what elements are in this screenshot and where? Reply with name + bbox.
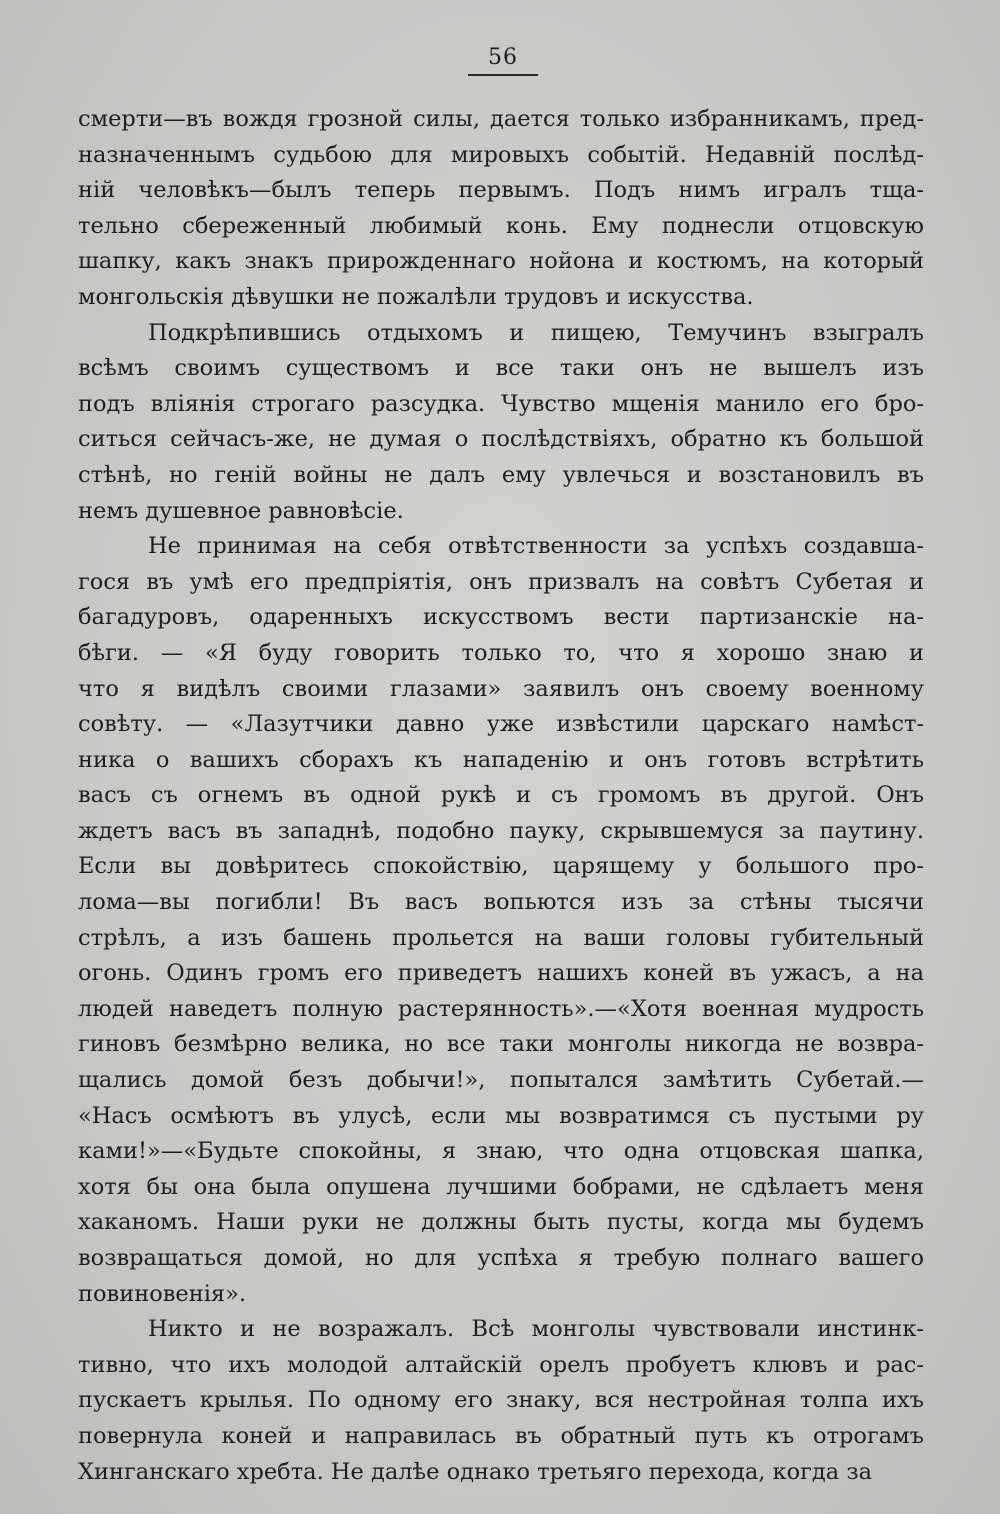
text-line: Подкрѣпившись отдыхомъ и пищею, Темучинъ взыгралъ [148, 319, 924, 346]
text-line: совѣту. — «Лазутчики давно уже извѣстили царскаго намѣст- [78, 711, 924, 738]
text-line: повернула коней и направилась въ обратный путь къ отрогамъ [78, 1422, 924, 1449]
text-line: щались домой безъ добычи!», попытался замѣтить Субетай.— [78, 1067, 924, 1094]
paragraph [78, 102, 924, 316]
text-line: гося въ умѣ его предпріятія, онъ призвалъ на совѣтъ Субетая и [78, 568, 924, 595]
text-line: стрѣлъ, а изъ башень прольется на ваши головы губительный [78, 924, 924, 951]
text-line: смерти—въ вождя грозной силы, дается только избранникамъ, пред- [78, 106, 924, 132]
page-number: 56 [488, 45, 518, 70]
body-text [78, 102, 924, 1490]
text-line: Никто и не возражалъ. Всѣ монголы чувствовали инстинк- [148, 1316, 924, 1343]
text-line: шапку, какъ знакъ прирожденнаго нойона и костюмъ, на который [78, 248, 924, 275]
text-line: васъ съ огнемъ въ одной рукѣ и съ громомъ въ другой. Онъ [78, 782, 924, 809]
text-line: Хинганскаго хребта. Не далѣе однако третьяго перехода, когда за [78, 1458, 873, 1485]
text-line: возвращаться домой, но для успѣха я требую полнаго вашего [78, 1245, 924, 1271]
text-line: гиновъ безмѣрно велика, но все таки монголы никогда не возвра- [78, 1031, 924, 1058]
text-line: хотя бы она была опушена лучшими бобрами, не сдѣлаетъ меня [78, 1173, 924, 1200]
text-line: Не принимая на себя отвѣтственности за успѣхъ создавша- [148, 533, 924, 560]
text-line: ника о вашихъ сборахъ къ нападенію и онъ готовъ встрѣтить [78, 746, 924, 773]
text-line: ждетъ васъ въ западнѣ, подобно пауку, скрывшемуся за паутину. [78, 817, 924, 844]
text-line: тивно, что ихъ молодой алтайскій орелъ пробуетъ клювъ и рас- [78, 1351, 924, 1378]
text-line: лома—вы погибли! Въ васъ вопьются изъ за стѣны тысячи [78, 889, 924, 916]
paragraph [78, 529, 924, 1312]
text-line: тельно сбереженный любимый конь. Ему поднесли отцовскую [78, 212, 924, 239]
text-line: подъ вліянія строгаго разсудка. Чувство мщенія манило его бро- [78, 390, 924, 417]
paragraph [78, 316, 924, 530]
text-line: немъ душевное равновѣсіе. [78, 497, 404, 524]
text-line: пускаетъ крылья. По одному его знаку, вся нестройная толпа ихъ [78, 1387, 924, 1414]
text-line: бѣги. — «Я буду говорить только то, что я хорошо знаю и [78, 639, 924, 666]
page-number-underline [468, 74, 538, 76]
text-line: ній человѣкъ—былъ теперь первымъ. Подъ нимъ игралъ тща- [78, 177, 924, 204]
text-line: монгольскія дѣвушки не пожалѣли трудовъ и искусства. [78, 283, 754, 310]
paragraph [78, 1312, 924, 1490]
text-line: стѣнѣ, но геній войны не далъ ему увлечься и возстановилъ въ [78, 461, 924, 488]
text-line: Если вы довѣритесь спокойствію, царящему у большого про- [78, 853, 924, 880]
text-line: назначеннымъ судьбою для мировыхъ событій. Недавній послѣд- [78, 141, 924, 168]
text-line: ситься сейчасъ-же, не думая о послѣдствіяхъ, обратно къ большой [78, 426, 924, 453]
text-line: повиновенія». [78, 1280, 247, 1307]
text-line: что я видѣлъ своими глазами» заявилъ онъ своему военному [78, 675, 924, 702]
text-line: багадуровъ, одаренныхъ искусствомъ вести партизанскіе на- [78, 604, 924, 631]
text-line: людей наведетъ полную растерянность».—«Хотя военная мудрость [78, 995, 924, 1022]
text-line: ками!»—«Будьте спокойны, я знаю, что одна отцовская шапка, [78, 1138, 924, 1165]
text-line: хаканомъ. Наши руки не должны быть пусты, когда мы будемъ [78, 1209, 924, 1236]
text-line: «Насъ осмѣютъ въ улусѣ, если мы возвратимся съ пустыми ру [78, 1102, 924, 1129]
text-line: огонь. Одинъ громъ его приведетъ нашихъ коней въ ужасъ, а на [78, 960, 924, 987]
text-line: всѣмъ своимъ существомъ и все таки онъ не вышелъ изъ [78, 355, 924, 382]
